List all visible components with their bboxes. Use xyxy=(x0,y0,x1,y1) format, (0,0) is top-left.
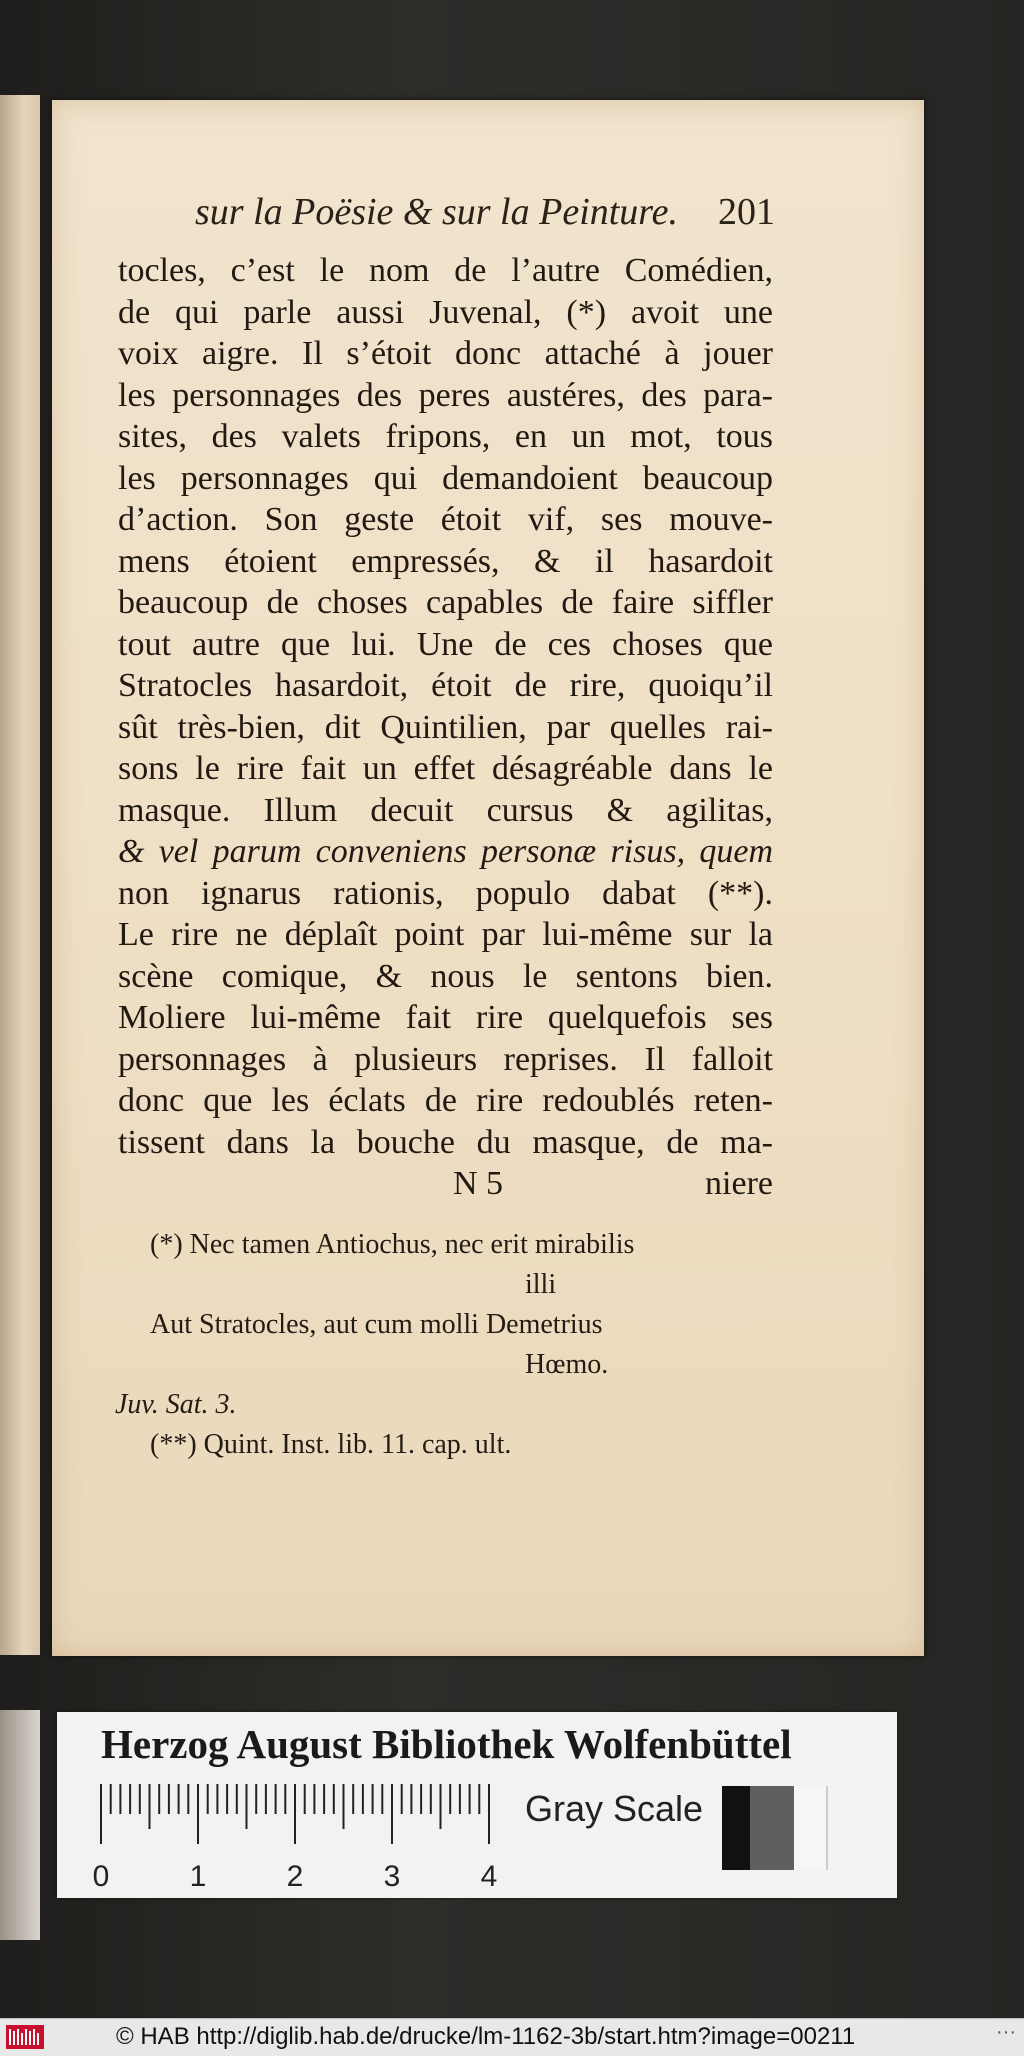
previous-colorbar-edge xyxy=(0,1710,40,1940)
signature-mark: N 5 xyxy=(453,1165,504,1202)
text-line: Le rire ne déplaît point par lui-même sur la xyxy=(118,916,773,953)
text-line: les personnages qui demandoient beaucoup xyxy=(118,459,773,497)
text-line: sons le rire fait un effet désagréable dans le xyxy=(118,750,773,787)
ruler-scale xyxy=(92,1782,501,1893)
text-line: Moliere lui-même fait rire quelquefois ses xyxy=(118,999,773,1036)
footnote-line: (**) Quint. Inst. lib. 11. cap. ult. xyxy=(150,1429,512,1460)
catchword: niere xyxy=(705,1165,773,1202)
text-line: scène comique, & nous le sentons bien. xyxy=(118,957,773,995)
ruler-number: 3 xyxy=(383,1860,401,1893)
more-icon[interactable]: ··· xyxy=(996,2021,1016,2043)
text-line: tocles, c’est le nom de l’autre Comédien, xyxy=(118,252,773,289)
text-line: non ignarus rationis, populo dabat (**). xyxy=(118,874,773,912)
footer-source-link[interactable]: © HAB http://diglib.hab.de/drucke/lm-1162-3b/start.htm?image=00211 xyxy=(116,2023,856,2050)
ruler-number: 2 xyxy=(286,1860,304,1893)
text-line: sites, des valets fripons, en un mot, tous xyxy=(118,418,773,455)
footnote-line: (*) Nec tamen Antiochus, nec erit mirabilis xyxy=(150,1229,635,1260)
text-line: tout autre que lui. Une de ces choses que xyxy=(118,625,773,663)
color-calibration-bar xyxy=(57,1712,897,1898)
ruler-number: 1 xyxy=(189,1860,207,1893)
footnote-line: Hœmo. xyxy=(525,1349,609,1380)
text-line: tissent dans la bouche du masque, de ma- xyxy=(118,1123,773,1161)
gray-scale-label: Gray Scale xyxy=(525,1788,704,1829)
footnotes xyxy=(110,1225,775,1465)
viewer-footer xyxy=(0,2018,1024,2056)
ruler-number: 0 xyxy=(92,1860,110,1893)
running-title: sur la Poësie & sur la Peinture. xyxy=(195,191,679,233)
ruler-number: 4 xyxy=(480,1860,498,1893)
text-line: donc que les éclats de rire redoublés reten- xyxy=(118,1082,773,1119)
text-line: mens étoient empressés, & il hasardoit xyxy=(118,542,773,580)
previous-page-edge xyxy=(0,95,40,1655)
institution-name: Herzog August Bibliothek Wolfenbüttel xyxy=(101,1721,792,1767)
text-line: Stratocles hasardoit, étoit de rire, quoiqu’il xyxy=(118,667,773,704)
gray-swatch-mid xyxy=(750,1786,794,1870)
footnote-source: Juv. Sat. 3. xyxy=(115,1389,237,1420)
text-line: voix aigre. Il s’étoit donc attaché à jouer xyxy=(118,335,773,372)
page-number: 201 xyxy=(718,191,775,233)
hab-logo-icon xyxy=(6,2025,44,2049)
body-text xyxy=(118,250,773,1205)
text-line-latin: & vel parum conveniens personæ risus, quem xyxy=(118,833,773,870)
running-head xyxy=(195,190,775,242)
gray-swatch-white xyxy=(794,1786,828,1870)
text-line: de qui parle aussi Juvenal, (*) avoit une xyxy=(118,293,773,331)
gray-swatch-black xyxy=(722,1786,750,1870)
footnote-line: illi xyxy=(525,1269,557,1300)
text-line: beaucoup de choses capables de faire siffler xyxy=(118,584,773,621)
text-line: les personnages des peres austéres, des para- xyxy=(118,376,773,414)
text-line: d’action. Son geste étoit vif, ses mouve- xyxy=(118,501,773,538)
text-line: personnages à plusieurs reprises. Il falloit xyxy=(118,1040,773,1078)
footnote-line: Aut Stratocles, aut cum molli Demetrius xyxy=(150,1309,603,1340)
text-line: masque. Illum decuit cursus & agilitas, xyxy=(118,791,773,829)
signature-line xyxy=(118,1163,773,1205)
text-line: sût très-bien, dit Quintilien, par quelles rai- xyxy=(118,708,773,746)
